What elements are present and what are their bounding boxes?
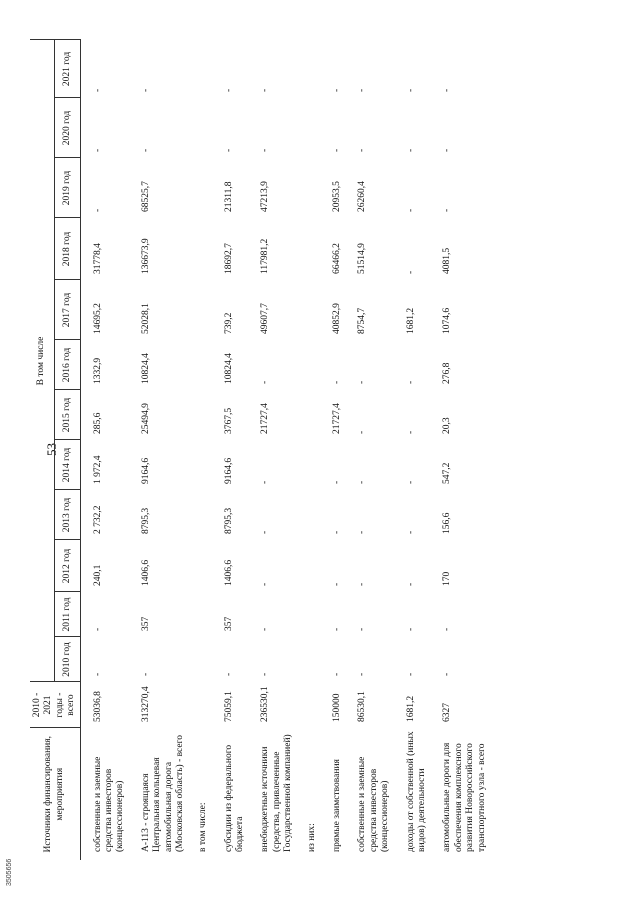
row-year-value bbox=[188, 280, 211, 340]
total-column-header: 2010 - 2021 годы - всего bbox=[30, 682, 80, 728]
row-label: прямые заимствования bbox=[332, 759, 343, 852]
row-label: собственные и заемные средства инвесторов (концессионеров) bbox=[92, 756, 126, 852]
row-year-value: - bbox=[357, 530, 368, 534]
row-year-value bbox=[188, 440, 211, 490]
row-year-value: 276,8 bbox=[442, 362, 453, 384]
row-total: 6327 bbox=[442, 703, 453, 722]
row-total bbox=[188, 682, 211, 728]
row-year-value: 1406,6 bbox=[140, 559, 151, 586]
row-total: 75059,1 bbox=[223, 691, 234, 722]
row-year-value bbox=[297, 490, 320, 540]
row-year-value: - bbox=[405, 530, 416, 534]
row-year-value: 1681,2 bbox=[405, 307, 416, 334]
row-year-value: - bbox=[140, 88, 151, 92]
row-year-value: 136673,9 bbox=[140, 238, 151, 274]
year-header: 2010 год bbox=[55, 637, 80, 682]
row-year-value: - bbox=[405, 380, 416, 384]
table-row bbox=[80, 40, 129, 860]
row-year-value: - bbox=[405, 480, 416, 484]
row-total: 150000 bbox=[332, 693, 343, 722]
row-year-value: - bbox=[442, 88, 453, 92]
row-year-value: - bbox=[260, 672, 271, 676]
row-total bbox=[297, 682, 320, 728]
row-year-value: 26260,4 bbox=[357, 181, 368, 212]
table-row bbox=[430, 40, 490, 860]
row-year-value bbox=[188, 340, 211, 390]
header-row-1 bbox=[30, 40, 55, 860]
row-year-value bbox=[297, 40, 320, 98]
row-year-value: - bbox=[332, 380, 343, 384]
row-year-value: 156,6 bbox=[442, 512, 453, 534]
row-year-value: 51514,9 bbox=[357, 243, 368, 274]
row-year-value: - bbox=[223, 148, 234, 152]
year-header: 2016 год bbox=[55, 340, 80, 390]
row-year-value bbox=[188, 158, 211, 218]
row-year-value bbox=[188, 218, 211, 280]
row-year-value: 357 bbox=[223, 616, 234, 631]
row-year-value: - bbox=[405, 148, 416, 152]
row-year-value: 14695,2 bbox=[92, 303, 103, 334]
row-year-value: 1332,9 bbox=[92, 357, 103, 384]
row-year-value: 1074,6 bbox=[442, 307, 453, 334]
row-year-value: 8795,3 bbox=[140, 507, 151, 534]
row-year-value: 21727,4 bbox=[332, 403, 343, 434]
row-year-value: - bbox=[357, 672, 368, 676]
row-year-value: - bbox=[332, 148, 343, 152]
row-year-value: - bbox=[140, 672, 151, 676]
row-total: 1681,2 bbox=[405, 695, 416, 722]
table-row bbox=[212, 40, 249, 860]
row-total: 313270,4 bbox=[140, 686, 151, 722]
row-year-value: - bbox=[332, 672, 343, 676]
row-year-value: 9164,6 bbox=[140, 457, 151, 484]
row-total: 86530,1 bbox=[357, 691, 368, 722]
table-row bbox=[129, 40, 189, 860]
row-year-value: - bbox=[442, 148, 453, 152]
row-year-value bbox=[297, 540, 320, 592]
row-label: субсидии из федерального бюджета bbox=[223, 744, 246, 852]
row-year-value: - bbox=[140, 148, 151, 152]
row-year-value: 4081,5 bbox=[442, 247, 453, 274]
row-year-value: - bbox=[332, 88, 343, 92]
row-year-value: 3767,5 bbox=[223, 407, 234, 434]
row-year-value: - bbox=[442, 672, 453, 676]
row-year-value bbox=[188, 592, 211, 637]
row-year-value: - bbox=[223, 672, 234, 676]
row-year-value: 1 972,4 bbox=[92, 455, 103, 484]
table-body bbox=[80, 40, 490, 860]
row-year-value: - bbox=[442, 208, 453, 212]
table-row bbox=[394, 40, 431, 860]
row-year-value: - bbox=[92, 88, 103, 92]
row-year-value: - bbox=[405, 582, 416, 586]
row-year-value: 52028,1 bbox=[140, 303, 151, 334]
row-year-value bbox=[297, 280, 320, 340]
row-year-value: 1406,6 bbox=[223, 559, 234, 586]
year-header: 2014 год bbox=[55, 440, 80, 490]
year-header: 2020 год bbox=[55, 98, 80, 158]
row-year-value: 47213,9 bbox=[260, 181, 271, 212]
row-label: собственные и заемные средства инвесторов (концессионеров) bbox=[357, 756, 391, 852]
row-year-value: - bbox=[92, 627, 103, 631]
row-year-value: 547,2 bbox=[442, 462, 453, 484]
year-header: 2015 год bbox=[55, 390, 80, 440]
row-year-value: - bbox=[332, 530, 343, 534]
row-year-value: 357 bbox=[140, 616, 151, 631]
row-year-value: - bbox=[260, 582, 271, 586]
row-total: 53036,8 bbox=[92, 691, 103, 722]
row-year-value: 68525,7 bbox=[140, 181, 151, 212]
row-year-value bbox=[297, 340, 320, 390]
row-year-value bbox=[188, 390, 211, 440]
row-label: в том числе: bbox=[198, 802, 209, 852]
row-total: 236530,1 bbox=[260, 686, 271, 722]
row-label: А-113 - строящаяся Центральная кольцевая автомобильная дорога (Московская область) - всего bbox=[140, 734, 185, 852]
year-header: 2018 год bbox=[55, 218, 80, 280]
row-year-value: 21311,8 bbox=[223, 181, 234, 212]
row-year-value: 31778,4 bbox=[92, 243, 103, 274]
source-column-header: Источники финансирования, мероприятия bbox=[30, 728, 80, 860]
table-subheading-row bbox=[297, 40, 320, 860]
table-row bbox=[320, 40, 345, 860]
row-year-value: 240,1 bbox=[92, 564, 103, 586]
row-year-value bbox=[297, 98, 320, 158]
row-year-value: 8754,7 bbox=[357, 307, 368, 334]
row-year-value: 20,3 bbox=[442, 417, 453, 434]
row-year-value: 10824,4 bbox=[223, 353, 234, 384]
in-that-number-header: В том числе bbox=[30, 40, 55, 682]
row-year-value: 2 732,2 bbox=[92, 505, 103, 534]
row-year-value bbox=[297, 158, 320, 218]
row-year-value: - bbox=[357, 627, 368, 631]
row-year-value bbox=[188, 98, 211, 158]
row-year-value: - bbox=[260, 88, 271, 92]
side-code: 3505656 bbox=[6, 858, 13, 886]
row-year-value: 66466,2 bbox=[332, 243, 343, 274]
row-year-value: - bbox=[357, 582, 368, 586]
year-header: 2013 год bbox=[55, 490, 80, 540]
row-year-value: - bbox=[332, 582, 343, 586]
row-year-value: - bbox=[92, 148, 103, 152]
row-year-value: - bbox=[405, 672, 416, 676]
table-row bbox=[345, 40, 393, 860]
row-year-value bbox=[188, 490, 211, 540]
year-header: 2021 год bbox=[55, 40, 80, 98]
row-year-value: - bbox=[357, 88, 368, 92]
row-year-value: - bbox=[92, 208, 103, 212]
row-year-value bbox=[297, 218, 320, 280]
rotated-table-container bbox=[30, 40, 600, 860]
row-year-value: 739,2 bbox=[223, 312, 234, 334]
budget-table bbox=[30, 39, 490, 860]
row-year-value: 8795,3 bbox=[223, 507, 234, 534]
row-year-value: - bbox=[405, 88, 416, 92]
row-year-value: 40852,9 bbox=[332, 303, 343, 334]
table-subheading-row bbox=[188, 40, 211, 860]
row-year-value bbox=[188, 540, 211, 592]
row-year-value: - bbox=[405, 430, 416, 434]
row-label: внебюджетные источники (средства, привлеченные Государственной компанией) bbox=[260, 734, 294, 852]
row-label: доходы от собственной (иных видов) деятельности bbox=[405, 731, 427, 852]
row-year-value: - bbox=[332, 480, 343, 484]
row-year-value: - bbox=[357, 148, 368, 152]
year-header: 2017 год bbox=[55, 280, 80, 340]
row-year-value: 10824,4 bbox=[140, 353, 151, 384]
row-year-value: - bbox=[260, 480, 271, 484]
row-year-value: 170 bbox=[442, 571, 453, 586]
row-year-value: - bbox=[260, 627, 271, 631]
row-year-value: - bbox=[405, 627, 416, 631]
row-year-value: 25494,9 bbox=[140, 403, 151, 434]
year-header: 2012 год bbox=[55, 540, 80, 592]
row-year-value: - bbox=[357, 480, 368, 484]
row-year-value bbox=[297, 390, 320, 440]
row-year-value: - bbox=[92, 672, 103, 676]
row-year-value: - bbox=[405, 270, 416, 274]
table-row bbox=[248, 40, 296, 860]
row-year-value bbox=[188, 637, 211, 682]
row-year-value: - bbox=[332, 627, 343, 631]
row-year-value: - bbox=[357, 430, 368, 434]
row-year-value bbox=[297, 592, 320, 637]
row-year-value: - bbox=[260, 530, 271, 534]
row-year-value: 49607,7 bbox=[260, 303, 271, 334]
row-year-value: 117981,2 bbox=[260, 238, 271, 274]
row-year-value bbox=[297, 440, 320, 490]
row-year-value: - bbox=[405, 208, 416, 212]
row-year-value: 18692,7 bbox=[223, 243, 234, 274]
row-year-value: 285,6 bbox=[92, 412, 103, 434]
row-year-value: - bbox=[357, 380, 368, 384]
year-header: 2011 год bbox=[55, 592, 80, 637]
row-year-value: - bbox=[442, 627, 453, 631]
row-year-value bbox=[297, 637, 320, 682]
row-label: автомобильные дороги для обеспечения комплексного развития Новороссийского транспортного узла - всего bbox=[442, 742, 487, 852]
row-label: из них: bbox=[306, 823, 317, 852]
row-year-value: 20953,5 bbox=[332, 181, 343, 212]
row-year-value: - bbox=[223, 88, 234, 92]
page-number: 53 bbox=[44, 443, 59, 456]
row-year-value: - bbox=[260, 380, 271, 384]
row-year-value bbox=[188, 40, 211, 98]
row-year-value: - bbox=[260, 148, 271, 152]
year-header: 2019 год bbox=[55, 158, 80, 218]
row-year-value: 9164,6 bbox=[223, 457, 234, 484]
row-year-value: 21727,4 bbox=[260, 403, 271, 434]
